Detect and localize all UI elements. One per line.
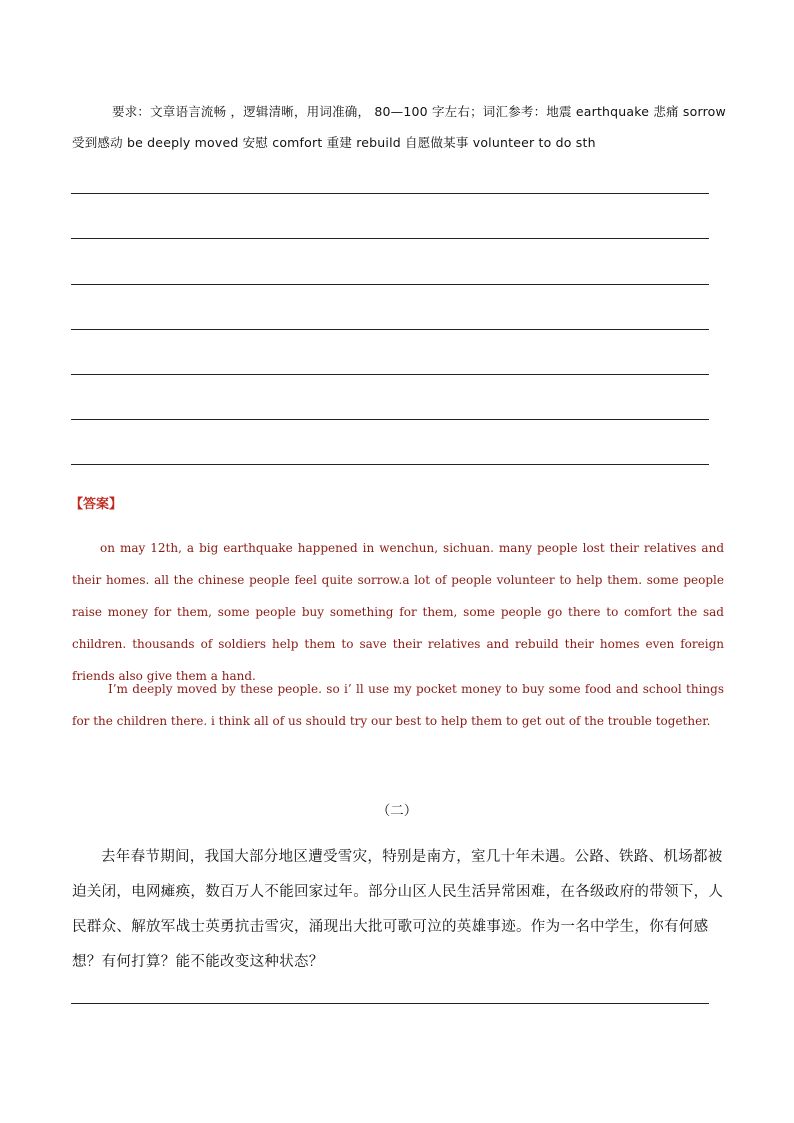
section-2-title: （二） (376, 803, 418, 819)
answer-line-3 (71, 284, 709, 285)
answer-paragraph-2: I’m deeply moved by these people. so i’ ll use my pocket money to buy some food and school things for the children there. i think all of us should try our best to help them to get out of the trouble together. (72, 682, 724, 728)
answer-line-2 (71, 238, 709, 239)
answer-line-1 (71, 193, 709, 194)
section-2-answer-line (71, 1003, 709, 1004)
writing-requirement: 要求：文章语言流畅 ，逻辑清晰，用词准确， 80—100 字左右；词汇参考：地震 earthquake 悲痛 sorrow 受到感动 be deeply moved 安慰 comfort 重建 rebuild 自愿做某事 volunteer to do sth (72, 104, 726, 150)
answer-line-6 (71, 419, 709, 420)
answer-line-4 (71, 329, 709, 330)
answer-label: 【答案】 (70, 497, 123, 512)
section-2-prompt: 去年春节期间，我国大部分地区遭受雪灾，特别是南方，室几十年未遇。公路、铁路、机场都被迫关闭，电网瘫痪，数百万人不能回家过年。部分山区人民生活异常困难，在各级政府的带领下，人民群众、解放军战士英勇抗击雪灾，涌现出大批可歌可泣的英雄事迹。作为一名中学生，你有何感想？有何打算？能不能改变这种状态？ (72, 849, 724, 970)
answer-line-5 (71, 374, 709, 375)
answer-paragraph-1: on may 12th, a big earthquake happened in wenchun, sichuan. many people lost their relatives and their homes. all the chinese people feel quite sorrow.a lot of people volunteer to help them. some people raise money for them, some people buy something for them, some people go there to comfort the sad children. thousands of soldiers help them to save their relatives and rebuild their homes even foreign friends also give them a hand. (72, 541, 724, 683)
answer-line-7 (71, 464, 709, 465)
